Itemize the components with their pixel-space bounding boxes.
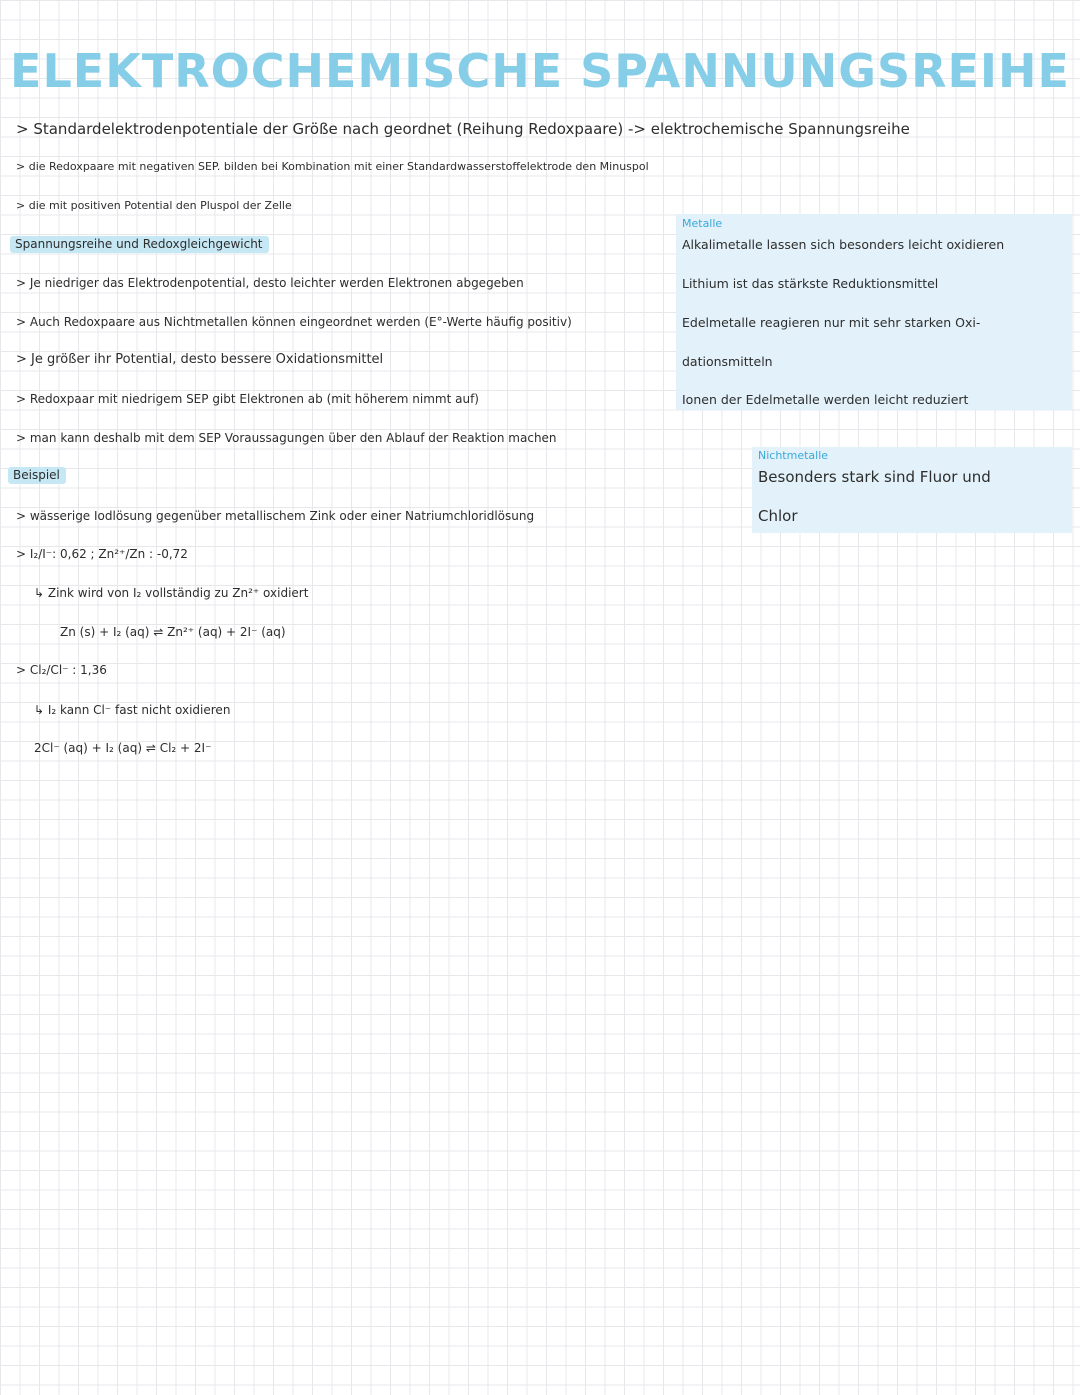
intro-line-1: > Standardelektrodenpotentiale der Größe nach geordnet (Reihung Redoxpaare) -> elektrochemische Spannungsreihe bbox=[16, 120, 910, 138]
nonmetals-box-heading: Nichtmetalle bbox=[758, 449, 829, 462]
section-heading: Spannungsreihe und Redoxgleichgewicht bbox=[10, 236, 269, 253]
section-line-3: > Je größer ihr Potential, desto bessere Oxidationsmittel bbox=[16, 352, 384, 367]
example-line-4: > Cl₂/Cl⁻ : 1,36 bbox=[16, 663, 107, 677]
metals-line-5: Ionen der Edelmetalle werden leicht reduziert bbox=[682, 392, 969, 407]
example-equation-2: 2Cl⁻ (aq) + I₂ (aq) ⇌ Cl₂ + 2I⁻ bbox=[34, 741, 212, 755]
intro-line-2: > die Redoxpaare mit negativen SEP. bilden bei Kombination mit einer Standardwasserstoffelektrode den Minuspol bbox=[16, 160, 649, 173]
intro-line-3: > die mit positiven Potential den Pluspol der Zelle bbox=[16, 199, 292, 212]
section-line-5: > man kann deshalb mit dem SEP Voraussagungen über den Ablauf der Reaktion machen bbox=[16, 431, 557, 445]
metals-box-heading: Metalle bbox=[682, 217, 723, 230]
section-line-4: > Redoxpaar mit niedrigem SEP gibt Elektronen ab (mit höherem nimmt auf) bbox=[16, 392, 479, 406]
page-title: ELEKTROCHEMISCHE SPANNUNGSREIHE bbox=[10, 44, 1070, 98]
section-line-1: > Je niedriger das Elektrodenpotential, desto leichter werden Elektronen abgegeben bbox=[16, 276, 524, 290]
metals-line-3: Edelmetalle reagieren nur mit sehr starken Oxi- bbox=[682, 315, 981, 330]
example-line-3: ↳ Zink wird von I₂ vollständig zu Zn²⁺ oxidiert bbox=[34, 586, 309, 600]
example-heading: Beispiel bbox=[8, 467, 66, 484]
metals-line-4: dationsmitteln bbox=[682, 354, 773, 369]
nonmetals-line-2: Chlor bbox=[758, 507, 798, 525]
nonmetals-line-1: Besonders stark sind Fluor und bbox=[758, 468, 991, 486]
example-equation-1: Zn (s) + I₂ (aq) ⇌ Zn²⁺ (aq) + 2I⁻ (aq) bbox=[60, 625, 286, 639]
section-line-2: > Auch Redoxpaare aus Nichtmetallen können eingeordnet werden (E°-Werte häufig positiv) bbox=[16, 315, 572, 329]
example-line-5: ↳ I₂ kann Cl⁻ fast nicht oxidieren bbox=[34, 703, 231, 717]
example-line-1: > wässerige Iodlösung gegenüber metallischem Zink oder einer Natriumchloridlösung bbox=[16, 509, 535, 523]
metals-line-2: Lithium ist das stärkste Reduktionsmittel bbox=[682, 276, 939, 291]
example-line-2: > I₂/I⁻: 0,62 ; Zn²⁺/Zn : -0,72 bbox=[16, 547, 188, 561]
metals-line-1: Alkalimetalle lassen sich besonders leicht oxidieren bbox=[682, 237, 1005, 252]
